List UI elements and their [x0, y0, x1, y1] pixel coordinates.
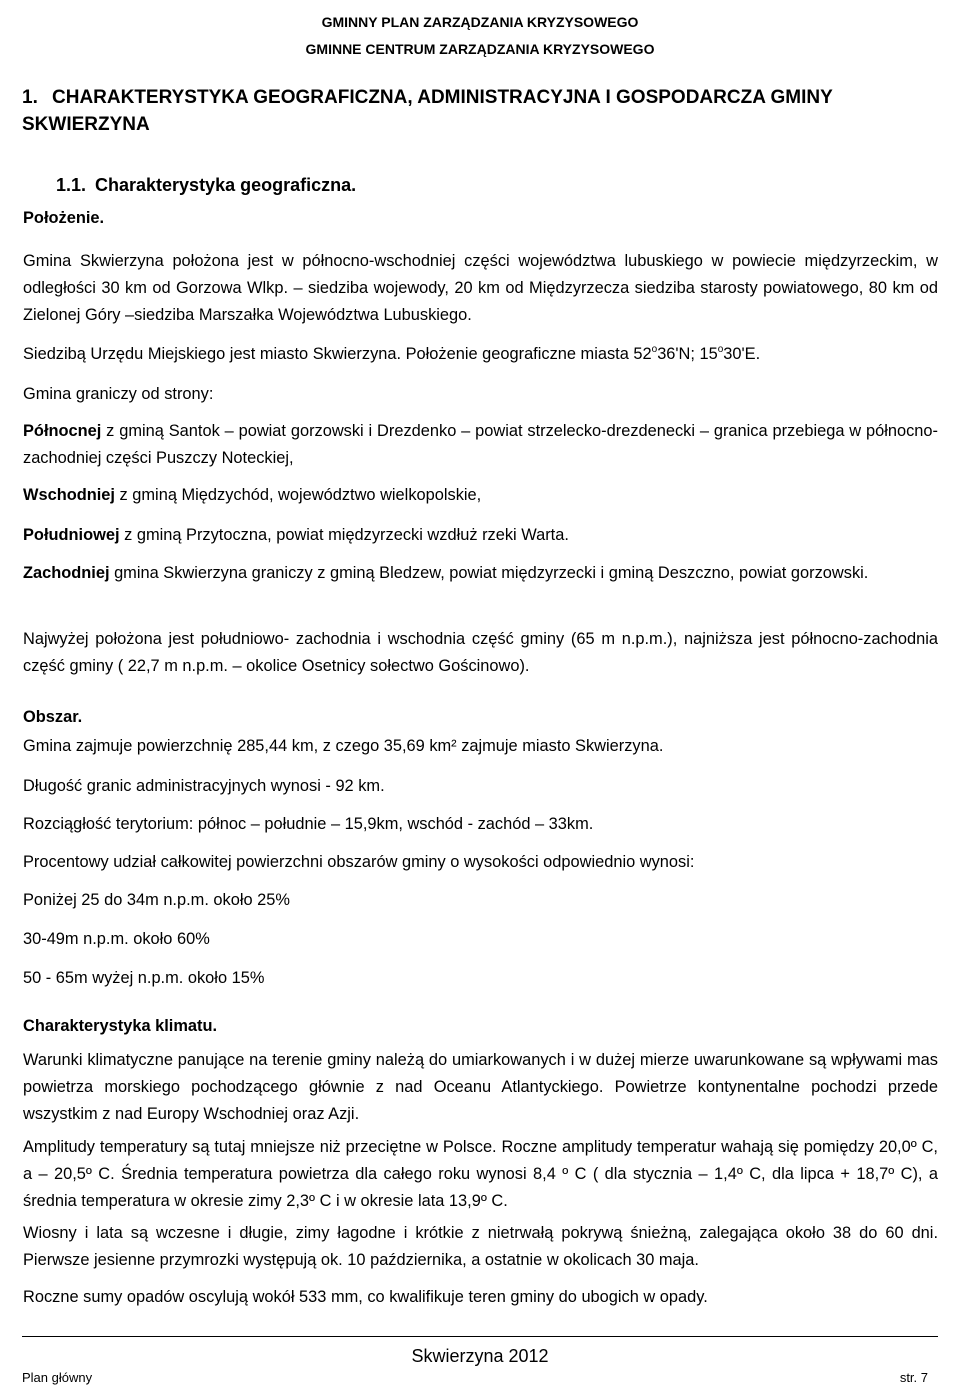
- area-heading: Obszar.: [23, 708, 83, 726]
- border-label: Zachodniej: [23, 564, 110, 582]
- coordinates-end: 30'E.: [723, 345, 761, 363]
- area-line: Gmina zajmuje powierzchnię 285,44 km, z czego 35,69 km² zajmuje miasto Skwierzyna.: [23, 737, 664, 755]
- climate-paragraph: Warunki klimatyczne panujące na terenie gminy należą do umiarkowanych i w dużej mierze uwarunkowane są wpływami mas powietrza morskiego pochodzącego głównie z nad Oceanu Atlantyckiego. Powietrze kontynentalne pochodzi przede wszystkim z nad Europy Wschodniej oraz Azji.: [23, 1051, 938, 1123]
- border-label: Północnej: [23, 422, 102, 440]
- footer-divider: [22, 1336, 938, 1337]
- area-line: 30-49m n.p.m. około 60%: [23, 930, 210, 948]
- degree-sign: o: [651, 344, 658, 355]
- border-label: Wschodniej: [23, 486, 115, 504]
- climate-paragraph: Amplitudy temperatury są tutaj mniejsze niż przeciętne w Polsce. Roczne amplitudy temperatur wahają się pomiędzy 20,0º C, a – 20,5º C. Średnia temperatura powietrza dla całego roku wynosi 8,4 º C ( dla stycznia – 1,4º C, dla lipca + 18,7º C), a średnia temperatura w okresie zimy 2,3º C i w okresie lata 13,9º C.: [23, 1138, 938, 1210]
- degree-sign: o: [717, 344, 724, 355]
- climate-heading: Charakterystyka klimatu.: [23, 1017, 218, 1035]
- footer-title: Skwierzyna 2012: [411, 1346, 549, 1366]
- running-header-title: GMINNY PLAN ZARZĄDZANIA KRYZYSOWEGO: [321, 14, 639, 30]
- section-title: Charakterystyka geograficzna.: [95, 175, 357, 195]
- coordinates-paragraph: [23, 341, 938, 368]
- area-line: Procentowy udział całkowitej powierzchni obszarów gminy o wysokości odpowiednio wynosi:: [23, 853, 695, 871]
- border-west: [23, 560, 938, 587]
- border-text: z gminą Międzychód, województwo wielkopolskie,: [114, 486, 482, 504]
- chapter-heading: [22, 84, 938, 138]
- section-number: 1.1.: [56, 175, 87, 195]
- area-line: Długość granic administracyjnych wynosi - 92 km.: [23, 777, 385, 795]
- border-east: [23, 482, 938, 509]
- border-text: gmina Skwierzyna graniczy z gminą Bledzew, powiat międzyrzecki i gminą Deszczno, powiat gorzowski.: [109, 564, 869, 582]
- border-label: Południowej: [23, 526, 120, 544]
- chapter-title: CHARAKTERYSTYKA GEOGRAFICZNA, ADMINISTRACYJNA I GOSPODARCZA GMINY SKWIERZYNA: [22, 87, 833, 135]
- coordinates-text: Siedzibą Urzędu Miejskiego jest miasto Skwierzyna. Położenie geograficzne miasta 52: [23, 345, 652, 363]
- climate-paragraph: Wiosny i lata są wczesne i długie, zimy łagodne i krótkie z nietrwałą pokrywą śnieżną, zalegająca około 38 do 60 dni. Pierwsze jesienne przymrozki występują ok. 10 października, a ostatnie w okolicach 30 maja.: [23, 1224, 938, 1269]
- running-header-subtitle: GMINNE CENTRUM ZARZĄDZANIA KRYZYSOWEGO: [305, 41, 655, 57]
- footer-plan-label: Plan główny: [22, 1370, 93, 1385]
- area-line: 50 - 65m wyżej n.p.m. około 15%: [23, 969, 265, 987]
- chapter-number: 1.: [22, 87, 38, 108]
- climate-paragraph: Roczne sumy opadów oscylują wokół 533 mm, co kwalifikuje teren gminy do ubogich w opady.: [23, 1288, 708, 1306]
- border-north: [23, 418, 938, 472]
- border-south: [23, 522, 938, 549]
- border-text: z gminą Santok – powiat gorzowski i Drezdenko – powiat strzelecko-drezdenecki – granica przebiega w północno-zachodniej części Puszczy Noteckiej,: [23, 422, 938, 467]
- border-text: z gminą Przytoczna, powiat międzyrzecki wzdłuż rzeki Warta.: [119, 526, 569, 544]
- page-number: str. 7: [899, 1370, 928, 1385]
- area-line: Rozciągłość terytorium: północ – południe – 15,9km, wschód - zachód – 33km.: [23, 815, 594, 833]
- coordinates-mid: 36'N; 15: [657, 345, 718, 363]
- area-line: Poniżej 25 do 34m n.p.m. około 25%: [23, 891, 290, 909]
- location-heading: Położenie.: [23, 209, 105, 227]
- borders-intro: Gmina graniczy od strony:: [23, 385, 214, 403]
- section-heading: [56, 173, 356, 197]
- elevation-paragraph: Najwyżej położona jest południowo- zachodnia i wschodnia część gminy (65 m n.p.m.), najniższa jest północno-zachodnia część gminy ( 22,7 m n.p.m. – okolice Osetnicy sołectwo Gościnowo).: [23, 630, 938, 675]
- location-paragraph: Gmina Skwierzyna położona jest w północno-wschodniej części województwa lubuskiego w powiecie międzyrzeckim, w odległości 30 km od Gorzowa Wlkp. – siedziba wojewody, 20 km od Międzyrzecza siedziba starosty powiatowego, 80 km od Zielonej Góry –siedziba Marszałka Województwa Lubuskiego.: [23, 252, 938, 324]
